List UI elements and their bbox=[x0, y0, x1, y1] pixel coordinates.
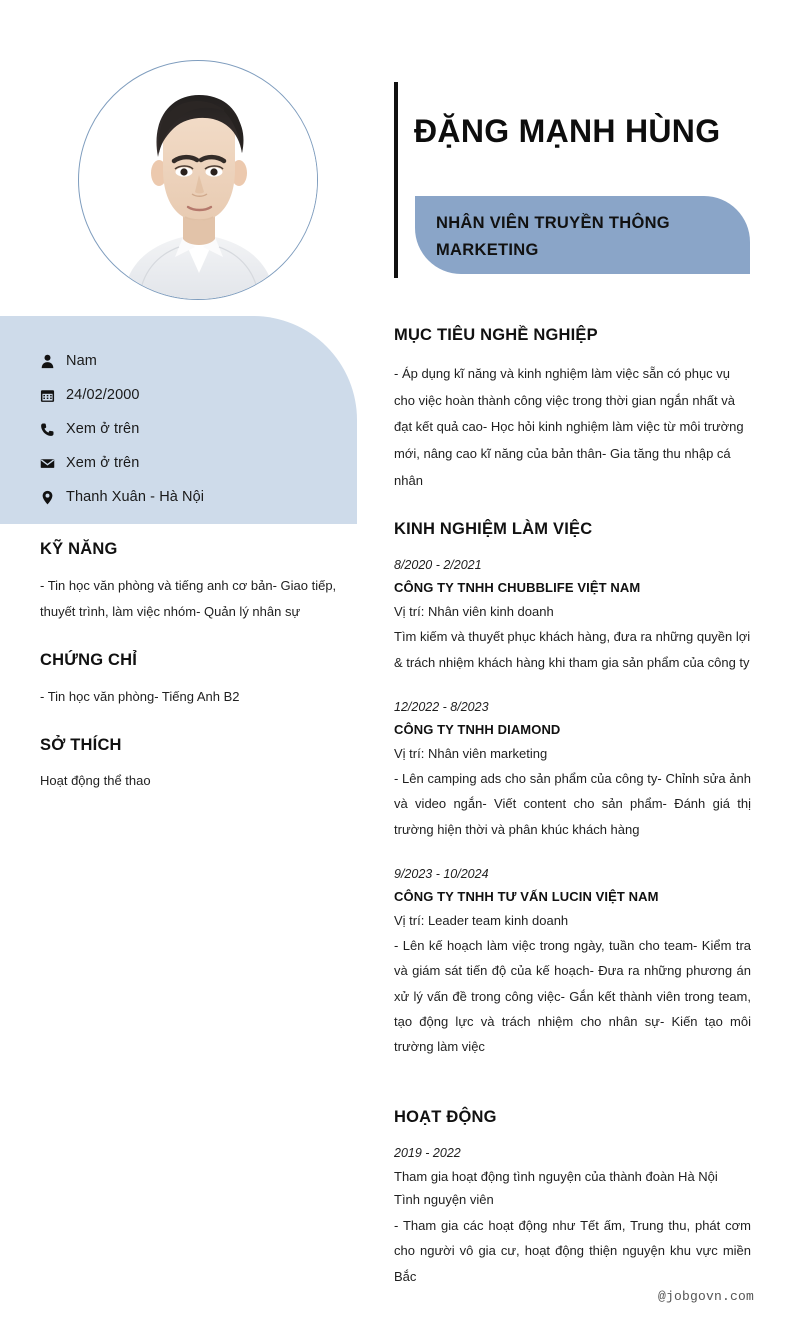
experience-company: CÔNG TY TNHH DIAMOND bbox=[394, 721, 561, 737]
section-skills bbox=[40, 540, 350, 625]
experience-description: Tìm kiếm và thuyết phục khách hàng, đưa ra những quyền lợi & trách nhiệm khách hàng khi tham gia sản phẩm của công ty bbox=[394, 629, 751, 670]
avatar-ring bbox=[78, 60, 318, 300]
contact-item-email bbox=[40, 446, 340, 480]
section-body-certificates: - Tin học văn phòng- Tiếng Anh B2 bbox=[40, 689, 240, 704]
spacer bbox=[394, 494, 751, 520]
contact-item-address bbox=[40, 480, 340, 514]
section-heading-hobbies: SỞ THÍCH bbox=[40, 736, 122, 754]
envelope-icon bbox=[40, 456, 66, 471]
person-icon bbox=[40, 354, 66, 369]
phone-icon bbox=[40, 422, 66, 437]
contact-item-birthdate bbox=[40, 378, 340, 412]
activity-line-1: Tham gia hoạt động tình nguyện của thành đoàn Hà Nội bbox=[394, 1168, 718, 1184]
avatar-photo bbox=[79, 61, 318, 300]
contact-item-gender bbox=[40, 344, 340, 378]
avatar bbox=[78, 60, 318, 300]
spacer bbox=[394, 1082, 751, 1108]
page-title: ĐẶNG MẠNH HÙNG bbox=[414, 113, 721, 150]
experience-role: Vị trí: Nhân viên marketing bbox=[394, 745, 548, 761]
section-heading-objective: MỤC TIÊU NGHỀ NGHIỆP bbox=[394, 326, 598, 344]
contact-list bbox=[40, 344, 340, 514]
experience-role: Vị trí: Leader team kinh doanh bbox=[394, 912, 569, 928]
section-hobbies bbox=[40, 736, 350, 794]
section-body-skills: - Tin học văn phòng và tiếng anh cơ bản- Giao tiếp, thuyết trình, làm việc nhóm- Quản lý nhân sự bbox=[40, 578, 337, 619]
location-pin-icon bbox=[40, 490, 66, 505]
contact-value-email: Xem ở trên bbox=[66, 455, 140, 471]
experience-date: 12/2022 - 8/2023 bbox=[394, 699, 489, 714]
activity-date: 2019 - 2022 bbox=[394, 1145, 461, 1160]
activity-description: - Tham gia các hoạt động như Tết ấm, Trung thu, phát cơm cho người vô gia cư, hoạt động thiện nguyện khu vực miền Bắc bbox=[394, 1217, 751, 1284]
contact-value-address: Thanh Xuân - Hà Nội bbox=[66, 489, 205, 505]
footer-watermark: @jobgovn.com bbox=[657, 1289, 754, 1304]
section-experience bbox=[394, 520, 751, 1059]
experience-item bbox=[394, 555, 751, 675]
experience-company: CÔNG TY TNHH TƯ VẤN LUCIN VIỆT NAM bbox=[394, 888, 659, 904]
experience-description: - Lên camping ads cho sản phẩm của công ty- Chỉnh sửa ảnh và video ngắn- Viết content cho sản phẩm- Đánh giá thị trường hiện thời và phân khúc khách hàng bbox=[394, 770, 751, 837]
section-body-hobbies: Hoạt động thể thao bbox=[40, 773, 151, 788]
section-activities bbox=[394, 1108, 751, 1289]
activity-item bbox=[394, 1143, 751, 1289]
section-heading-skills: KỸ NĂNG bbox=[40, 540, 118, 558]
section-certificates bbox=[40, 651, 350, 710]
contact-value-phone: Xem ở trên bbox=[66, 421, 140, 437]
section-heading-activities: HOẠT ĐỘNG bbox=[394, 1107, 497, 1126]
contact-value-birthdate: 24/02/2000 bbox=[66, 387, 140, 403]
calendar-icon bbox=[40, 388, 66, 403]
experience-date: 9/2023 - 10/2024 bbox=[394, 866, 489, 881]
activity-line-2: Tình nguyện viên bbox=[394, 1192, 494, 1208]
section-objective bbox=[394, 326, 751, 494]
contact-value-gender: Nam bbox=[66, 353, 97, 369]
experience-item bbox=[394, 864, 751, 1060]
experience-item bbox=[394, 697, 751, 842]
section-heading-experience: KINH NGHIỆM LÀM VIỆC bbox=[394, 520, 593, 539]
section-heading-certificates: CHỨNG CHỈ bbox=[40, 651, 138, 669]
right-column bbox=[394, 326, 751, 1289]
contact-item-phone bbox=[40, 412, 340, 446]
experience-company: CÔNG TY TNHH CHUBBLIFE VIỆT NAM bbox=[394, 580, 641, 596]
experience-role: Vị trí: Nhân viên kinh doanh bbox=[394, 603, 554, 619]
contact-panel bbox=[0, 316, 357, 524]
section-body-objective: - Áp dụng kĩ năng và kinh nghiệm làm việc sẵn có phục vụ cho việc hoàn thành công việc trong thời gian ngắn nhất và đạt kết quả cao- Học hỏi kinh nghiệm làm việc từ môi trường mới, nâng cao kĩ năng của bản thân- Gia tăng thu nhập cá nhân bbox=[394, 366, 744, 488]
experience-description: - Lên kế hoạch làm việc trong ngày, tuần cho team- Kiểm tra và giám sát tiến độ của kế hoạch- Đưa ra những phương án xử lý vấn đề trong công việc- Gắn kết thành viên trong team, tạo động lực và trách nhiệm cho nhân sự- Kiến tạo môi trường làm việc bbox=[394, 937, 751, 1055]
experience-date: 8/2020 - 2/2021 bbox=[394, 558, 482, 573]
left-column bbox=[40, 540, 350, 820]
job-title-text: NHÂN VIÊN TRUYỀN THÔNG MARKETING bbox=[436, 214, 670, 259]
job-title-badge bbox=[415, 196, 750, 274]
name-accent-bar bbox=[394, 82, 398, 278]
